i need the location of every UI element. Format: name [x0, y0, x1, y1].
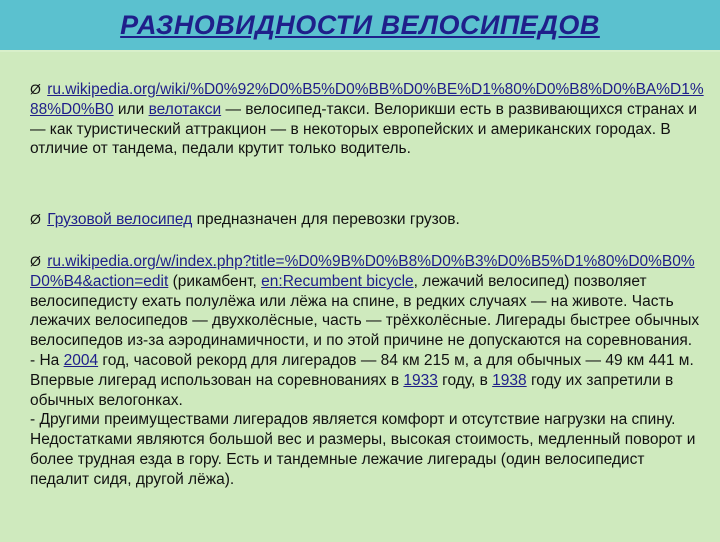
paragraph-recumbent: [30, 252, 705, 490]
link-year-1933[interactable]: 1933: [403, 371, 438, 389]
text-recumbent-desc: , лежачий велосипед) позволяет велосипедисту ехать полулёжа или лёжа на спине, в редких случаях — на животе. Часть лежачих велосипедов — двухколёсные, часть — трёхколёсные. Лигерады быстрее обычных велосипедов из-за аэродинамичности, и по этой причине не допускаются на соревнования.: [30, 272, 700, 350]
text-banned: году их запретили в обычных велогонках.: [30, 371, 674, 409]
link-year-1938[interactable]: 1938: [492, 371, 527, 389]
text-year-in: году, в: [437, 371, 493, 389]
link-cargo-bike[interactable]: Грузовой велосипед: [47, 211, 193, 228]
title-bar: [0, 0, 720, 50]
text-record-desc: год, часовой рекорд для лигерадов — 84 км 215 м, а для обычных — 49 км 441 м. Впервые лигерад использован на соревнованиях в: [30, 351, 694, 389]
slide-title: РАЗНОВИДНОСТИ ВЕЛОСИПЕДОВ: [120, 9, 600, 40]
arrow-bullet-icon: Ø: [30, 211, 41, 227]
paragraph-cargo-bike: [30, 210, 705, 230]
link-velotaksi[interactable]: велотакси: [148, 100, 222, 118]
text-rikambent: (рикамбент,: [168, 272, 262, 290]
link-recumbent-bicycle[interactable]: en:Recumbent bicycle: [261, 272, 414, 290]
arrow-bullet-icon: Ø: [30, 253, 41, 269]
slide-content: [0, 50, 720, 542]
text-velorikshi-desc: — велосипед-такси. Велорикши есть в развивающихся странах и — как туристический аттракцион — в некоторых европейских и американских городах. В отличие от тандема, педали крутит только водитель.: [30, 100, 697, 158]
text-cargo-desc: предназначен для перевозки грузов.: [192, 211, 460, 228]
link-year-2004[interactable]: 2004: [63, 351, 99, 369]
text-advantages: - Другими преимуществами лигерадов является комфорт и отсутствие нагрузки на спину. Недостатками являются большой вес и размеры, высокая стоимость, медленный поворот и более трудная езда в гору. Есть и тандемные лежачие лигерады (один велосипедист педалит сидя, другой лёжа).: [30, 411, 696, 488]
text-or: или: [113, 100, 149, 118]
wiki-link-velorikshi[interactable]: ru.wikipedia.org/wiki/%D0%92%D0%B5%D0%BB%D0%BE%D1%80%D0%B8%D0%BA%D1%88%D0%B0: [30, 81, 704, 118]
paragraph-velorikshi: [30, 80, 705, 159]
arrow-bullet-icon: Ø: [30, 81, 41, 97]
text-record-start: - На: [30, 351, 64, 369]
wiki-link-ligerad[interactable]: ru.wikipedia.org/w/index.php?title=%D0%9B%D0%B8%D0%B3%D0%B5%D1%80%D0%B0%D0%B4&action=edit: [30, 253, 695, 290]
